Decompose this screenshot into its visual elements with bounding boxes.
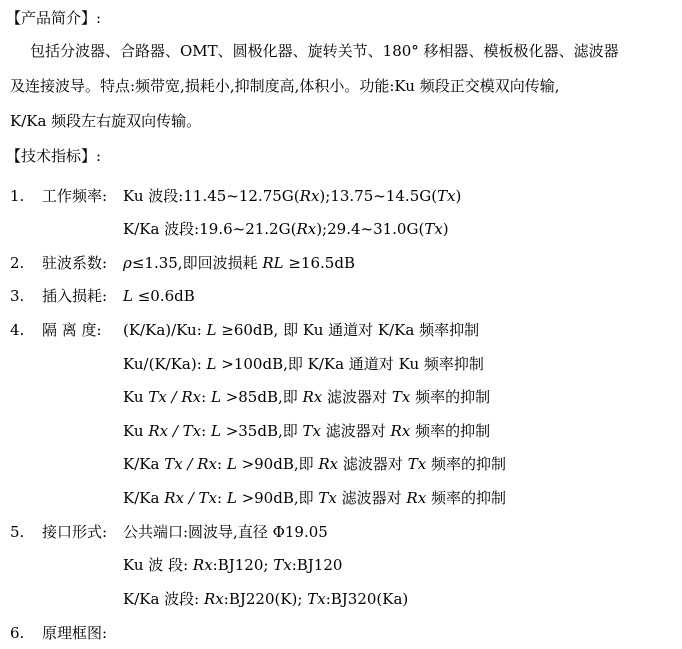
spec-line: 公共端口:圆波导,直径 Φ19.05 <box>123 523 328 541</box>
intro-line-3: K/Ka 频段左右旋双向传输。 <box>10 112 202 130</box>
intro-heading: 【产品简介】: <box>6 9 102 27</box>
spec-label: 接口形式: <box>42 523 108 541</box>
spec-number: 3. <box>10 287 25 305</box>
intro-line-1: 包括分波器、合路器、OMT、圆极化器、旋转关节、180° 移相器、模板极化器、滤波器 <box>30 42 619 60</box>
spec-label: 插入损耗: <box>42 287 108 305</box>
spec-line: Ku/(K/Ka): L >100dB,即 K/Ka 通道对 Ku 频率抑制 <box>123 355 484 373</box>
spec-line: K/Ka Rx / Tx: L >90dB,即 Tx 滤波器对 Rx 频率的抑制 <box>123 489 506 507</box>
spec-line: Ku Rx / Tx: L >35dB,即 Tx 滤波器对 Rx 频率的抑制 <box>123 422 491 440</box>
spec-line: (K/Ka)/Ku: L ≥60dB, 即 Ku 通道对 K/Ka 频率抑制 <box>123 321 480 339</box>
spec-line: K/Ka 波段:19.6~21.2G(Rx);29.4~31.0G(Tx) <box>123 220 449 238</box>
spec-line: Ku Tx / Rx: L >85dB,即 Rx 滤波器对 Tx 频率的抑制 <box>123 388 491 406</box>
spec-label: 隔 离 度: <box>42 321 102 339</box>
specs-heading: 【技术指标】: <box>6 147 102 165</box>
spec-number: 5. <box>10 523 25 541</box>
spec-line: Ku 波段:11.45~12.75G(Rx);13.75~14.5G(Tx) <box>123 187 462 205</box>
spec-line: K/Ka 波段: Rx:BJ220(K); Tx:BJ320(Ka) <box>123 590 409 608</box>
spec-line: L ≤0.6dB <box>123 287 195 305</box>
intro-line-2: 及连接波导。特点:频带宽,损耗小,抑制度高,体积小。功能:Ku 频段正交模双向传输, <box>10 77 560 95</box>
spec-label: 工作频率: <box>42 187 108 205</box>
spec-line: Ku 波 段: Rx:BJ120; Tx:BJ120 <box>123 556 343 574</box>
spec-line: K/Ka Tx / Rx: L >90dB,即 Rx 滤波器对 Tx 频率的抑制 <box>123 455 506 473</box>
spec-number: 1. <box>10 187 25 205</box>
spec-number: 6. <box>10 624 25 642</box>
spec-number: 4. <box>10 321 25 339</box>
spec-label: 原理框图: <box>42 624 108 642</box>
spec-label: 驻波系数: <box>42 254 108 272</box>
spec-number: 2. <box>10 254 25 272</box>
spec-line: ρ≤1.35,即回波损耗 RL ≥16.5dB <box>123 254 355 272</box>
